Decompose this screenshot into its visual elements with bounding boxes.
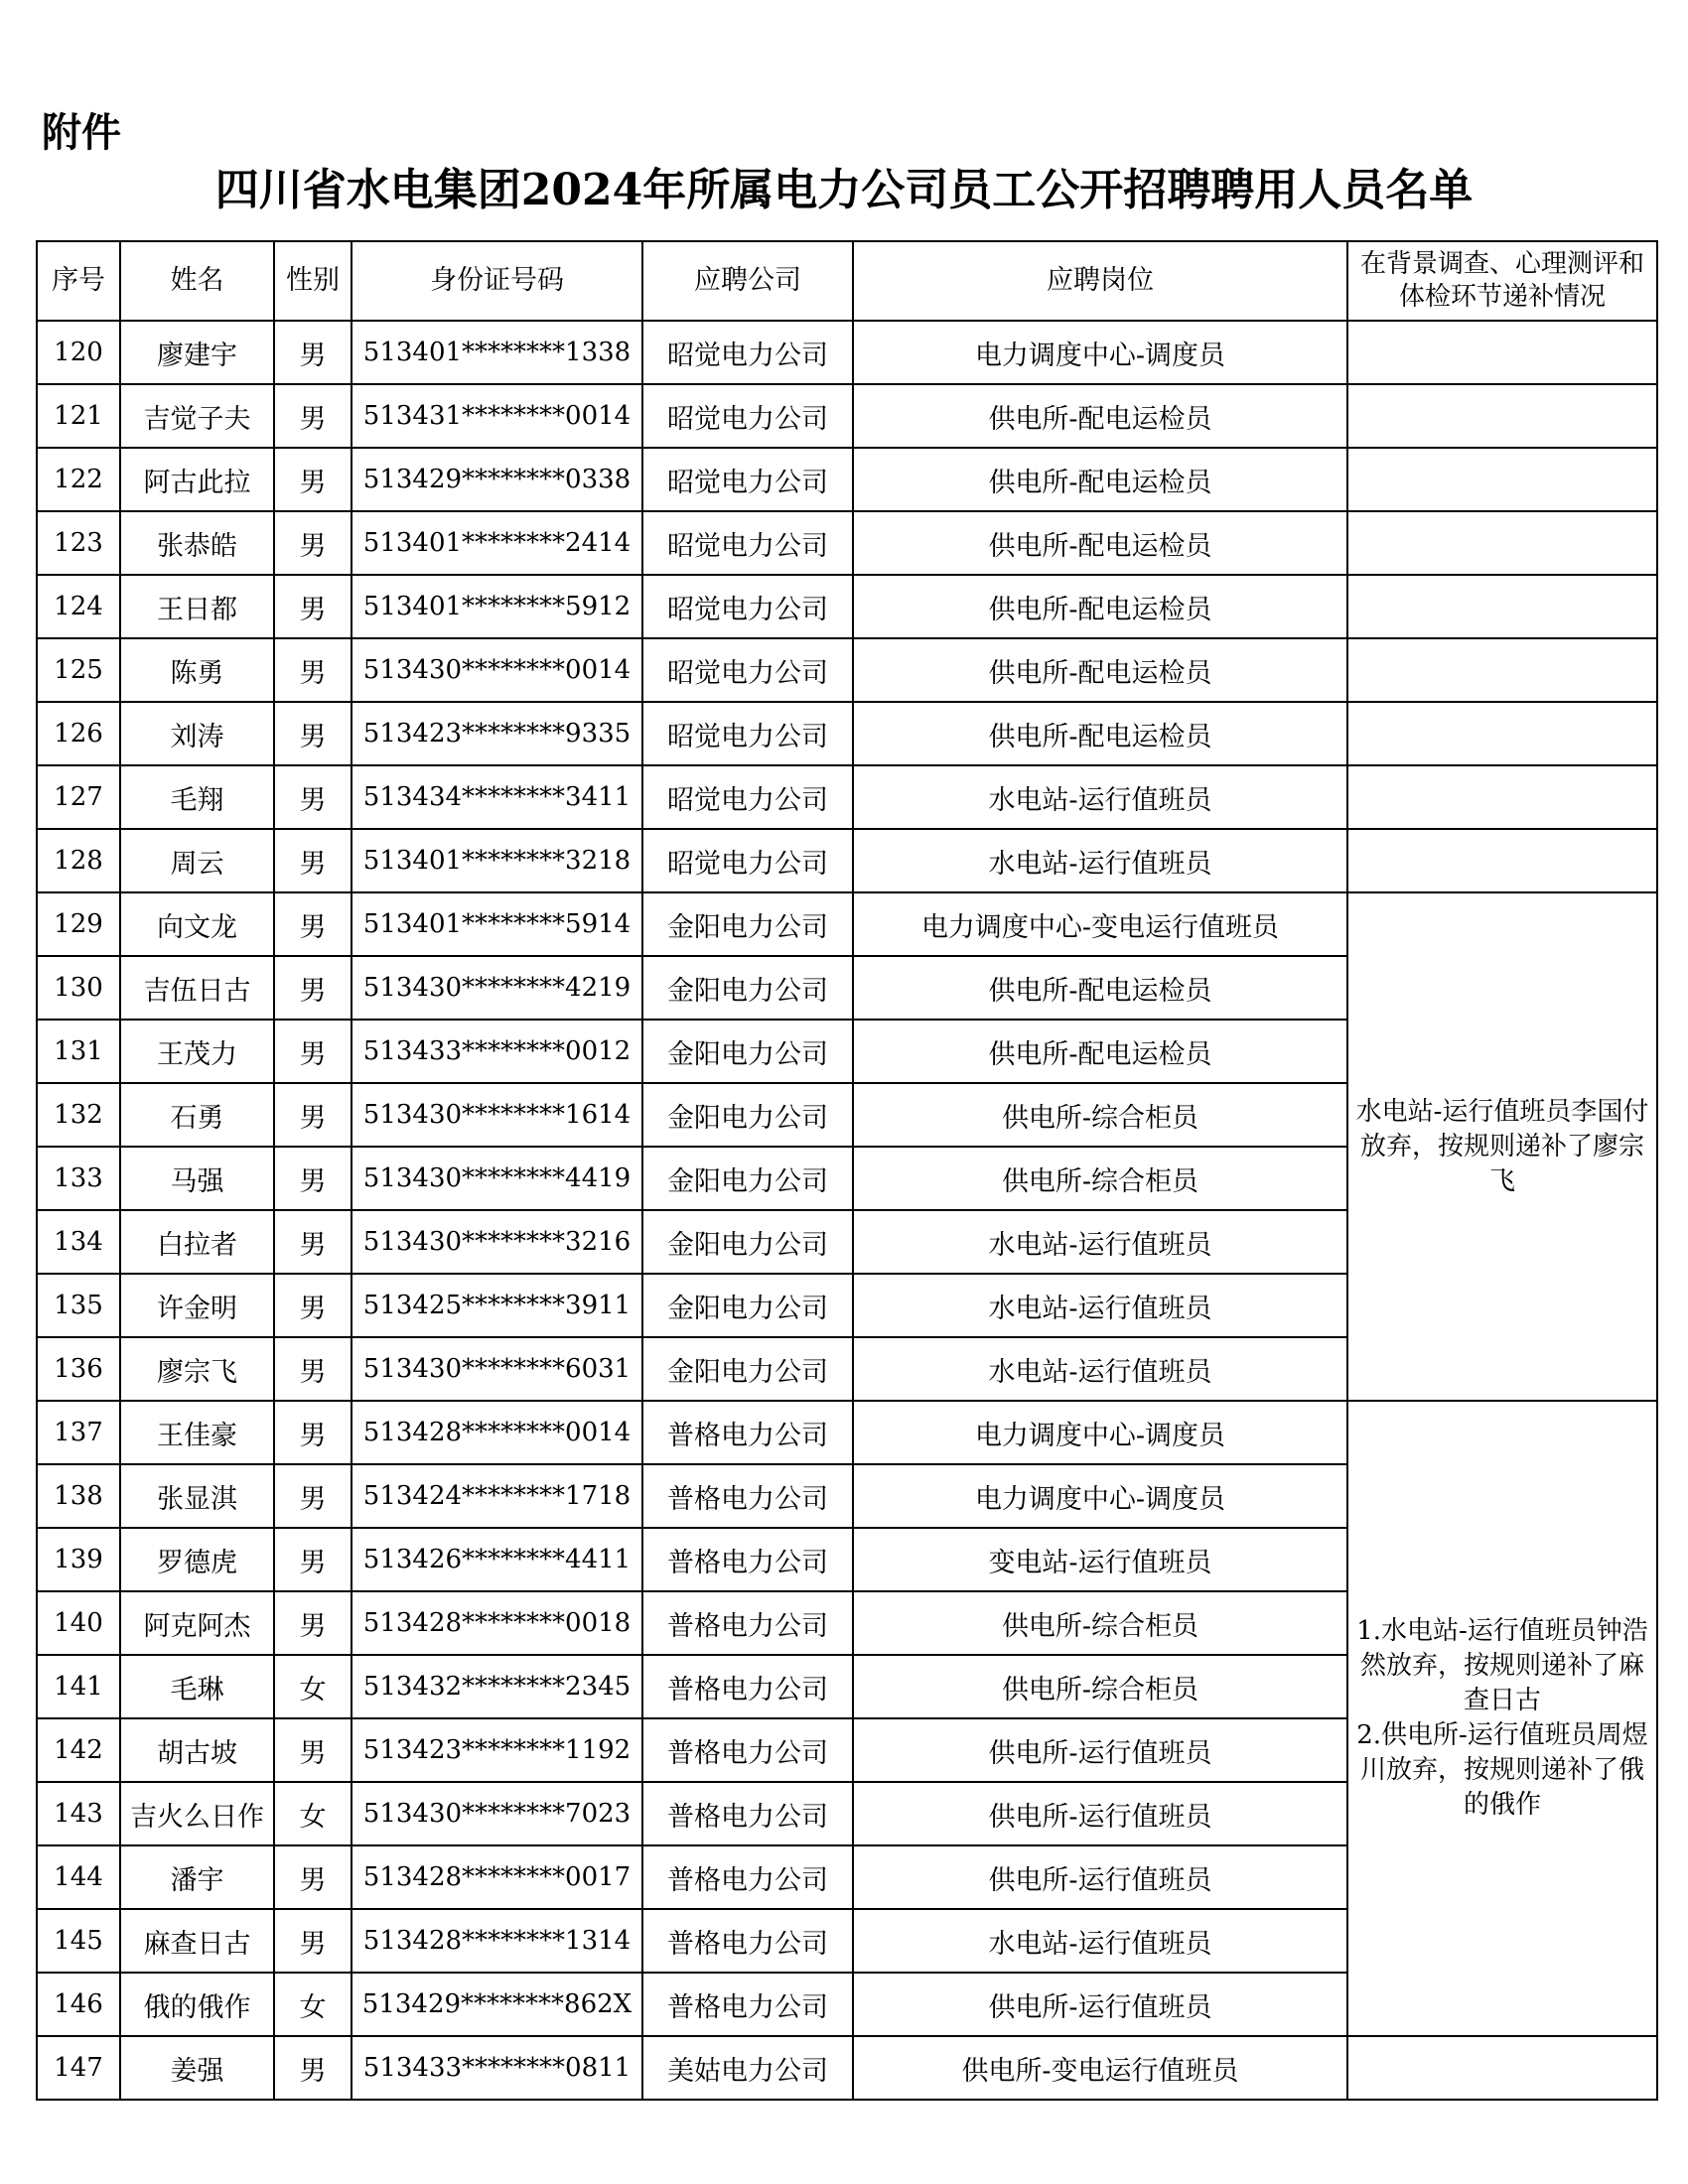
cell-position: 供电所-配电运检员	[853, 702, 1347, 765]
cell-gender: 男	[274, 511, 352, 575]
header-replacement-note: 在背景调查、心理测评和体检环节递补情况	[1347, 241, 1657, 321]
cell-company: 金阳电力公司	[642, 1274, 853, 1337]
cell-name: 王茂力	[120, 1020, 274, 1083]
cell-gender: 男	[274, 702, 352, 765]
cell-id-number: 513401********5914	[352, 892, 642, 956]
cell-company: 昭觉电力公司	[642, 575, 853, 638]
cell-name: 阿古此拉	[120, 448, 274, 511]
cell-gender: 男	[274, 384, 352, 448]
cell-company: 普格电力公司	[642, 1845, 853, 1909]
cell-name: 毛琳	[120, 1655, 274, 1718]
cell-name: 罗德虎	[120, 1528, 274, 1591]
cell-position: 供电所-配电运检员	[853, 956, 1347, 1020]
cell-company: 昭觉电力公司	[642, 384, 853, 448]
cell-seq: 138	[37, 1464, 120, 1528]
cell-position: 供电所-变电运行值班员	[853, 2036, 1347, 2100]
cell-gender: 男	[274, 892, 352, 956]
cell-name: 向文龙	[120, 892, 274, 956]
cell-seq: 139	[37, 1528, 120, 1591]
cell-position: 供电所-综合柜员	[853, 1147, 1347, 1210]
cell-company: 昭觉电力公司	[642, 765, 853, 829]
cell-seq: 123	[37, 511, 120, 575]
cell-name: 刘涛	[120, 702, 274, 765]
cell-gender: 男	[274, 1337, 352, 1401]
cell-company: 昭觉电力公司	[642, 638, 853, 702]
table-row	[37, 448, 1657, 511]
cell-gender: 男	[274, 575, 352, 638]
cell-name: 姜强	[120, 2036, 274, 2100]
cell-position: 水电站-运行值班员	[853, 829, 1347, 892]
cell-id-number: 513401********5912	[352, 575, 642, 638]
cell-position: 电力调度中心-调度员	[853, 321, 1347, 384]
cell-gender: 女	[274, 1973, 352, 2036]
cell-gender: 男	[274, 956, 352, 1020]
cell-company: 昭觉电力公司	[642, 829, 853, 892]
cell-id-number: 513430********4219	[352, 956, 642, 1020]
cell-gender: 男	[274, 1909, 352, 1973]
table-row	[37, 892, 1657, 956]
cell-position: 电力调度中心-变电运行值班员	[853, 892, 1347, 956]
cell-id-number: 513430********7023	[352, 1782, 642, 1845]
cell-seq: 147	[37, 2036, 120, 2100]
header-id-number: 身份证号码	[352, 241, 642, 321]
cell-company: 普格电力公司	[642, 1591, 853, 1655]
cell-position: 水电站-运行值班员	[853, 1274, 1347, 1337]
cell-position: 供电所-运行值班员	[853, 1973, 1347, 2036]
roster-body	[37, 321, 1657, 2100]
cell-seq: 122	[37, 448, 120, 511]
cell-company: 金阳电力公司	[642, 1020, 853, 1083]
cell-id-number: 513426********4411	[352, 1528, 642, 1591]
cell-seq: 120	[37, 321, 120, 384]
cell-position: 水电站-运行值班员	[853, 1337, 1347, 1401]
cell-gender: 男	[274, 1528, 352, 1591]
cell-position: 供电所-运行值班员	[853, 1718, 1347, 1782]
cell-id-number: 513428********1314	[352, 1909, 642, 1973]
cell-seq: 141	[37, 1655, 120, 1718]
cell-position: 供电所-配电运检员	[853, 575, 1347, 638]
cell-id-number: 513434********3411	[352, 765, 642, 829]
cell-name: 胡古坡	[120, 1718, 274, 1782]
cell-gender: 男	[274, 1147, 352, 1210]
cell-name: 马强	[120, 1147, 274, 1210]
cell-gender: 女	[274, 1655, 352, 1718]
cell-name: 俄的俄作	[120, 1973, 274, 2036]
table-row	[37, 702, 1657, 765]
table-row	[37, 575, 1657, 638]
cell-name: 周云	[120, 829, 274, 892]
cell-replacement-note: 1.水电站-运行值班员钟浩然放弃，按规则递补了麻查日古 2.供电所-运行值班员周煜川放弃，按规则递补了俄的俄作	[1347, 1401, 1657, 2036]
cell-name: 吉火么日作	[120, 1782, 274, 1845]
header-gender: 性别	[274, 241, 352, 321]
cell-company: 普格电力公司	[642, 1401, 853, 1464]
cell-position: 供电所-运行值班员	[853, 1845, 1347, 1909]
cell-company: 普格电力公司	[642, 1528, 853, 1591]
cell-replacement-note	[1347, 2036, 1657, 2100]
cell-seq: 137	[37, 1401, 120, 1464]
table-row	[37, 321, 1657, 384]
cell-gender: 男	[274, 1274, 352, 1337]
cell-id-number: 513401********3218	[352, 829, 642, 892]
cell-name: 许金明	[120, 1274, 274, 1337]
table-row	[37, 511, 1657, 575]
cell-id-number: 513430********3216	[352, 1210, 642, 1274]
cell-gender: 男	[274, 765, 352, 829]
cell-id-number: 513432********2345	[352, 1655, 642, 1718]
cell-name: 张恭皓	[120, 511, 274, 575]
cell-position: 供电所-配电运检员	[853, 384, 1347, 448]
cell-gender: 男	[274, 1718, 352, 1782]
cell-position: 供电所-综合柜员	[853, 1591, 1347, 1655]
cell-company: 普格电力公司	[642, 1655, 853, 1718]
cell-name: 张显淇	[120, 1464, 274, 1528]
cell-name: 石勇	[120, 1083, 274, 1147]
cell-replacement-note	[1347, 638, 1657, 702]
cell-name: 毛翔	[120, 765, 274, 829]
cell-replacement-note	[1347, 321, 1657, 384]
cell-company: 普格电力公司	[642, 1782, 853, 1845]
cell-seq: 144	[37, 1845, 120, 1909]
cell-gender: 男	[274, 1210, 352, 1274]
cell-name: 王日都	[120, 575, 274, 638]
cell-company: 金阳电力公司	[642, 1210, 853, 1274]
cell-position: 水电站-运行值班员	[853, 1909, 1347, 1973]
cell-name: 王佳豪	[120, 1401, 274, 1464]
table-row	[37, 2036, 1657, 2100]
cell-position: 供电所-配电运检员	[853, 448, 1347, 511]
cell-seq: 133	[37, 1147, 120, 1210]
cell-id-number: 513430********4419	[352, 1147, 642, 1210]
cell-position: 供电所-配电运检员	[853, 1020, 1347, 1083]
cell-id-number: 513430********6031	[352, 1337, 642, 1401]
cell-position: 供电所-综合柜员	[853, 1655, 1347, 1718]
cell-gender: 女	[274, 1782, 352, 1845]
cell-seq: 140	[37, 1591, 120, 1655]
cell-id-number: 513431********0014	[352, 384, 642, 448]
cell-company: 普格电力公司	[642, 1909, 853, 1973]
header-position: 应聘岗位	[853, 241, 1347, 321]
cell-id-number: 513401********2414	[352, 511, 642, 575]
cell-seq: 145	[37, 1909, 120, 1973]
cell-position: 供电所-配电运检员	[853, 638, 1347, 702]
cell-position: 水电站-运行值班员	[853, 1210, 1347, 1274]
cell-id-number: 513423********1192	[352, 1718, 642, 1782]
cell-replacement-note	[1347, 448, 1657, 511]
cell-name: 潘宇	[120, 1845, 274, 1909]
cell-position: 供电所-运行值班员	[853, 1782, 1347, 1845]
header-seq: 序号	[37, 241, 120, 321]
cell-id-number: 513428********0014	[352, 1401, 642, 1464]
cell-replacement-note	[1347, 829, 1657, 892]
cell-seq: 129	[37, 892, 120, 956]
cell-replacement-note	[1347, 575, 1657, 638]
cell-company: 昭觉电力公司	[642, 702, 853, 765]
cell-seq: 132	[37, 1083, 120, 1147]
table-row	[37, 829, 1657, 892]
cell-id-number: 513433********0012	[352, 1020, 642, 1083]
cell-company: 普格电力公司	[642, 1718, 853, 1782]
cell-id-number: 513428********0017	[352, 1845, 642, 1909]
cell-seq: 128	[37, 829, 120, 892]
cell-company: 昭觉电力公司	[642, 448, 853, 511]
cell-seq: 121	[37, 384, 120, 448]
cell-company: 昭觉电力公司	[642, 321, 853, 384]
table-row	[37, 384, 1657, 448]
cell-id-number: 513428********0018	[352, 1591, 642, 1655]
cell-gender: 男	[274, 829, 352, 892]
cell-company: 金阳电力公司	[642, 892, 853, 956]
table-row	[37, 1401, 1657, 1464]
cell-seq: 146	[37, 1973, 120, 2036]
cell-replacement-note	[1347, 765, 1657, 829]
cell-company: 金阳电力公司	[642, 1083, 853, 1147]
attachment-label: 附件	[42, 110, 121, 156]
cell-company: 普格电力公司	[642, 1973, 853, 2036]
cell-position: 变电站-运行值班员	[853, 1528, 1347, 1591]
cell-company: 金阳电力公司	[642, 956, 853, 1020]
cell-seq: 134	[37, 1210, 120, 1274]
cell-position: 水电站-运行值班员	[853, 765, 1347, 829]
cell-name: 白拉者	[120, 1210, 274, 1274]
cell-replacement-note	[1347, 702, 1657, 765]
cell-seq: 135	[37, 1274, 120, 1337]
cell-id-number: 513425********3911	[352, 1274, 642, 1337]
cell-seq: 124	[37, 575, 120, 638]
cell-id-number: 513424********1718	[352, 1464, 642, 1528]
hiring-roster-table	[36, 240, 1658, 2101]
cell-position: 电力调度中心-调度员	[853, 1401, 1347, 1464]
cell-name: 麻查日古	[120, 1909, 274, 1973]
cell-id-number: 513429********862X	[352, 1973, 642, 2036]
cell-name: 陈勇	[120, 638, 274, 702]
cell-id-number: 513423********9335	[352, 702, 642, 765]
cell-gender: 男	[274, 1464, 352, 1528]
cell-gender: 男	[274, 2036, 352, 2100]
cell-gender: 男	[274, 1401, 352, 1464]
cell-id-number: 513430********0014	[352, 638, 642, 702]
cell-name: 廖宗飞	[120, 1337, 274, 1401]
cell-gender: 男	[274, 448, 352, 511]
cell-company: 金阳电力公司	[642, 1147, 853, 1210]
cell-name: 吉伍日古	[120, 956, 274, 1020]
cell-seq: 131	[37, 1020, 120, 1083]
cell-gender: 男	[274, 1020, 352, 1083]
cell-replacement-note	[1347, 384, 1657, 448]
cell-position: 供电所-配电运检员	[853, 511, 1347, 575]
cell-name: 廖建宇	[120, 321, 274, 384]
cell-seq: 136	[37, 1337, 120, 1401]
cell-company: 美姑电力公司	[642, 2036, 853, 2100]
document-title: 四川省水电集团2024年所属电力公司员工公开招聘聘用人员名单	[214, 165, 1474, 215]
cell-gender: 男	[274, 1845, 352, 1909]
cell-name: 吉觉子夫	[120, 384, 274, 448]
header-row	[37, 241, 1657, 321]
cell-gender: 男	[274, 321, 352, 384]
cell-position: 电力调度中心-调度员	[853, 1464, 1347, 1528]
cell-name: 阿克阿杰	[120, 1591, 274, 1655]
cell-replacement-note	[1347, 511, 1657, 575]
cell-id-number: 513430********1614	[352, 1083, 642, 1147]
cell-id-number: 513433********0811	[352, 2036, 642, 2100]
cell-seq: 126	[37, 702, 120, 765]
cell-id-number: 513401********1338	[352, 321, 642, 384]
cell-seq: 125	[37, 638, 120, 702]
cell-seq: 143	[37, 1782, 120, 1845]
cell-gender: 男	[274, 638, 352, 702]
cell-replacement-note: 水电站-运行值班员李国付放弃，按规则递补了廖宗飞	[1347, 892, 1657, 1401]
cell-gender: 男	[274, 1591, 352, 1655]
header-name: 姓名	[120, 241, 274, 321]
cell-seq: 142	[37, 1718, 120, 1782]
cell-company: 普格电力公司	[642, 1464, 853, 1528]
cell-position: 供电所-综合柜员	[853, 1083, 1347, 1147]
cell-seq: 127	[37, 765, 120, 829]
cell-company: 金阳电力公司	[642, 1337, 853, 1401]
table-row	[37, 638, 1657, 702]
header-company: 应聘公司	[642, 241, 853, 321]
cell-id-number: 513429********0338	[352, 448, 642, 511]
table-row	[37, 765, 1657, 829]
cell-gender: 男	[274, 1083, 352, 1147]
cell-seq: 130	[37, 956, 120, 1020]
cell-company: 昭觉电力公司	[642, 511, 853, 575]
